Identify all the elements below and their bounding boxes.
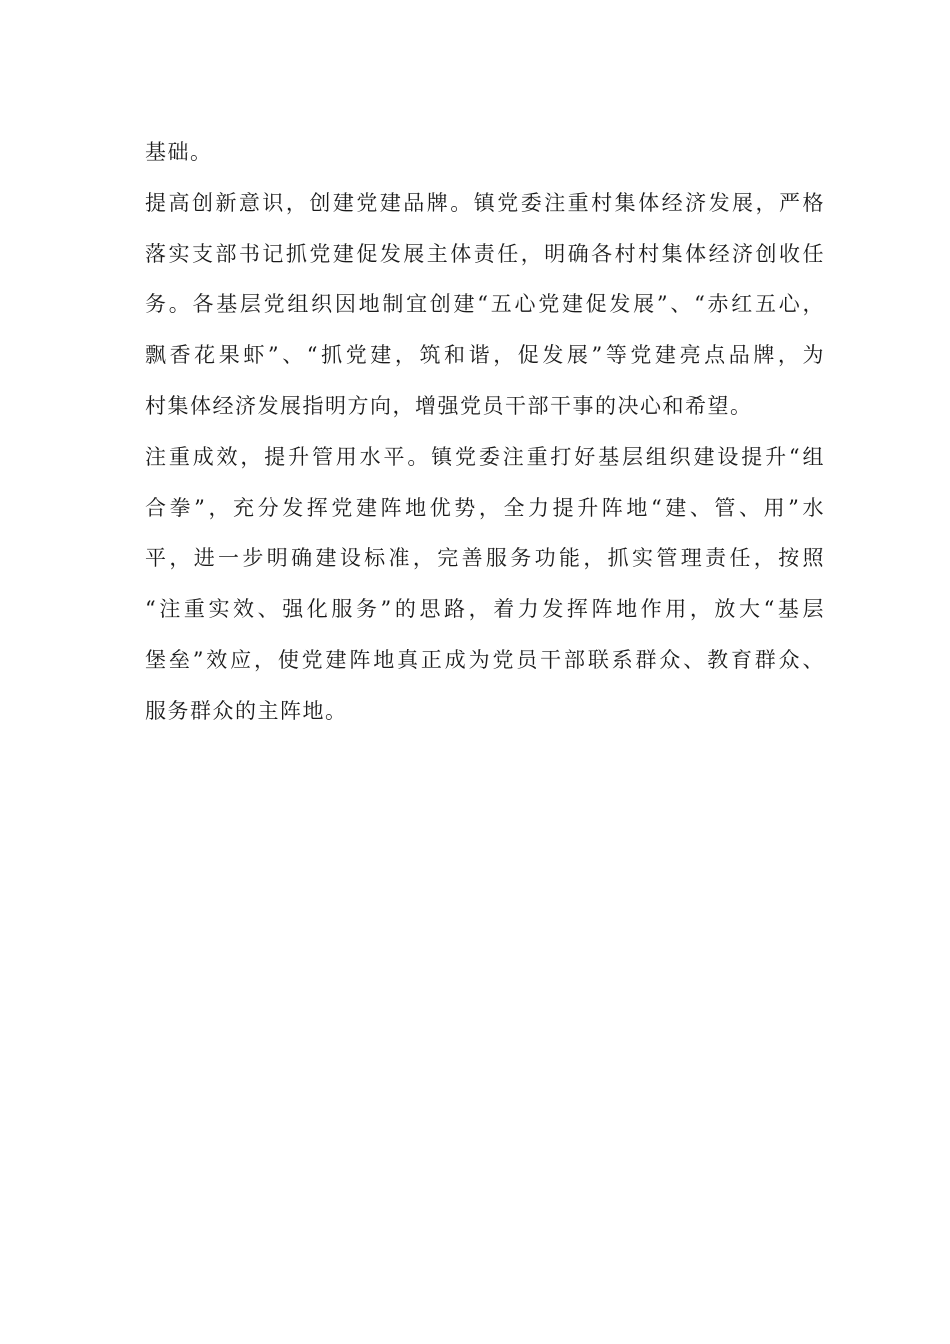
- text-line: 飘香花果虾”、“抓党建，筑和谐，促发展”等党建亮点品牌，为: [145, 343, 825, 368]
- text-line: 村集体经济发展指明方向，增强党员干部干事的决心和希望。: [145, 393, 753, 418]
- text-line: 落实支部书记抓党建促发展主体责任，明确各村村集体经济创收任: [145, 241, 825, 266]
- document-body: [145, 132, 825, 742]
- text-line: 务。各基层党组织因地制宜创建“五心党建促发展”、“赤红五心，: [145, 292, 825, 317]
- text-line: 基础。: [145, 140, 213, 164]
- text-line: 堡垒”效应，使党建阵地真正成为党员干部联系群众、教育群众、: [145, 647, 825, 672]
- text-line: 平，进一步明确建设标准，完善服务功能，抓实管理责任，按照: [145, 546, 825, 571]
- text-line: 合拳”，充分发挥党建阵地优势，全力提升阵地“建、管、用”水: [145, 495, 825, 520]
- text-line: “注重实效、强化服务”的思路，着力发挥阵地作用，放大“基层: [145, 597, 825, 622]
- text-line: 提高创新意识，创建党建品牌。镇党委注重村集体经济发展，严格: [145, 190, 825, 215]
- text-line: 服务群众的主阵地。: [145, 698, 348, 723]
- text-line: 注重成效，提升管用水平。镇党委注重打好基层组织建设提升“组: [145, 444, 825, 469]
